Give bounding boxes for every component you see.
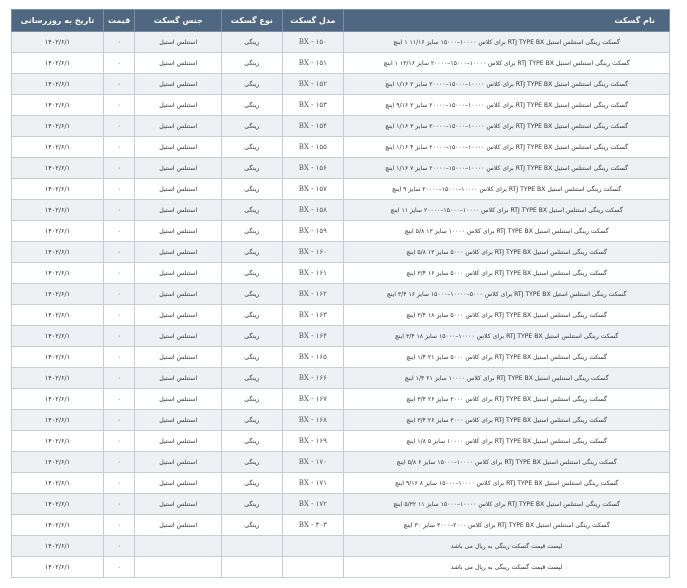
- table-row: [12, 74, 670, 95]
- table-row: [12, 515, 670, 536]
- cell-gasket-material: استنلس استیل: [135, 263, 222, 284]
- cell-gasket-material: استنلس استیل: [135, 158, 222, 179]
- cell-gasket-material: استنلس استیل: [135, 116, 222, 137]
- cell-gasket-name: گسکت رینگی استنلس استیل RTJ TYPE BX برای کلاس ۵۰۰۰ سایز ۲۱ ۱/۴ اینچ: [344, 347, 670, 368]
- cell-gasket-name: گسکت رینگی استنلس استیل RTJ TYPE BX برای کلاس ۵۰۰۰ سایز ۱۶ ۳/۴ اینچ: [344, 263, 670, 284]
- cell-gasket-name: گسکت رینگی استنلس استیل RTJ TYPE BX برای کلاس ۲۰۰۰–۳۰۰۰ سایز ۳۰ اینچ: [344, 515, 670, 536]
- cell-price: ۰: [103, 515, 134, 536]
- table-row: [12, 347, 670, 368]
- cell-gasket-type: رینگی: [222, 32, 282, 53]
- cell-update-date: ۱۴۰۲/۶/۱: [12, 116, 104, 137]
- cell-update-date: ۱۴۰۲/۶/۱: [12, 137, 104, 158]
- cell-update-date: ۱۴۰۲/۶/۱: [12, 431, 104, 452]
- cell-gasket-type: رینگی: [222, 515, 282, 536]
- cell-gasket-material: استنلس استیل: [135, 137, 222, 158]
- cell-price: ۰: [103, 536, 134, 557]
- cell-update-date: ۱۴۰۲/۶/۱: [12, 557, 104, 578]
- cell-gasket-type: رینگی: [222, 116, 282, 137]
- cell-gasket-name: گسکت رینگی استنلس استیل RTJ TYPE BX برای کلاس ۵۰۰۰–۱۰۰۰۰–۱۵۰۰۰ سایز ۱۶ ۳/۴ اینچ: [344, 284, 670, 305]
- cell-price: ۰: [103, 305, 134, 326]
- cell-gasket-material: استنلس استیل: [135, 32, 222, 53]
- cell-gasket-name: لیست قیمت گسکت رینگی به ریال می باشد: [344, 557, 670, 578]
- cell-gasket-material: استنلس استیل: [135, 452, 222, 473]
- cell-gasket-model: BX - ۱۵۳: [282, 95, 344, 116]
- cell-gasket-type: رینگی: [222, 284, 282, 305]
- cell-gasket-model: BX - ۱۶۷: [282, 389, 344, 410]
- cell-update-date: ۱۴۰۲/۶/۱: [12, 305, 104, 326]
- cell-price: ۰: [103, 347, 134, 368]
- cell-update-date: ۱۴۰۲/۶/۱: [12, 515, 104, 536]
- cell-gasket-model: [282, 536, 344, 557]
- cell-price: ۰: [103, 137, 134, 158]
- cell-update-date: ۱۴۰۲/۶/۱: [12, 158, 104, 179]
- cell-update-date: ۱۴۰۲/۶/۱: [12, 74, 104, 95]
- cell-gasket-name: گسکت رینگی استنلس استیل RTJ TYPE BX برای کلاس ۱۰۰۰۰–۱۵۰۰۰–۲۰۰۰۰ سایز ۲ ۱/۱۶ اینچ: [344, 74, 670, 95]
- table-row: [12, 326, 670, 347]
- cell-gasket-name: گسکت رینگی استنلس استیل RTJ TYPE BX برای کلاس ۱۰۰۰۰–۱۵۰۰۰–۲۰۰۰۰ سایز ۱۳/۱۶ ۱ اینچ: [344, 53, 670, 74]
- cell-gasket-model: BX - ۱۶۲: [282, 284, 344, 305]
- cell-gasket-material: استنلس استیل: [135, 410, 222, 431]
- table-header-row: [12, 10, 670, 32]
- table-row: [12, 389, 670, 410]
- cell-gasket-name: لیست قیمت گسکت رینگی به ریال می باشد: [344, 536, 670, 557]
- cell-gasket-model: BX - ۱۵۷: [282, 179, 344, 200]
- cell-gasket-type: رینگی: [222, 137, 282, 158]
- cell-gasket-model: [282, 557, 344, 578]
- cell-price: ۰: [103, 494, 134, 515]
- cell-update-date: ۱۴۰۲/۶/۱: [12, 95, 104, 116]
- cell-update-date: ۱۴۰۲/۶/۱: [12, 452, 104, 473]
- table-row: [12, 179, 670, 200]
- cell-gasket-model: BX - ۱۶۶: [282, 368, 344, 389]
- cell-gasket-name: گسکت رینگی استنلس استیل RTJ TYPE BX برای کلاس ۱۰۰۰۰ سایز ۵ ۱/۸ اینچ: [344, 431, 670, 452]
- table-row: [12, 263, 670, 284]
- table-row: [12, 305, 670, 326]
- cell-update-date: ۱۴۰۲/۶/۱: [12, 494, 104, 515]
- cell-gasket-name: گسکت رینگی استنلس استیل RTJ TYPE BX برای کلاس ۱۰۰۰۰–۱۵۰۰۰ سایز ۱۸ ۳/۴ اینچ: [344, 326, 670, 347]
- cell-gasket-material: استنلس استیل: [135, 305, 222, 326]
- cell-gasket-model: BX - ۱۵۵: [282, 137, 344, 158]
- cell-price: ۰: [103, 263, 134, 284]
- header-name[interactable]: نام گسکت: [344, 10, 670, 32]
- cell-gasket-material: استنلس استیل: [135, 95, 222, 116]
- cell-gasket-model: BX - ۱۵۴: [282, 116, 344, 137]
- cell-gasket-type: رینگی: [222, 95, 282, 116]
- cell-price: ۰: [103, 179, 134, 200]
- cell-gasket-type: رینگی: [222, 431, 282, 452]
- cell-price: ۰: [103, 158, 134, 179]
- cell-gasket-type: رینگی: [222, 452, 282, 473]
- cell-update-date: ۱۴۰۲/۶/۱: [12, 473, 104, 494]
- table-row: [12, 32, 670, 53]
- cell-gasket-model: BX - ۱۵۶: [282, 158, 344, 179]
- cell-gasket-material: استنلس استیل: [135, 494, 222, 515]
- cell-gasket-name: گسکت رینگی استنلس استیل RTJ TYPE BX برای کلاس ۱۰۰۰۰–۱۵۰۰۰ سایز ۶ ۵/۸ اینچ: [344, 452, 670, 473]
- table-row: [12, 452, 670, 473]
- cell-gasket-type: رینگی: [222, 347, 282, 368]
- cell-gasket-name: گسکت رینگی استنلس استیل RTJ TYPE BX برای کلاس ۱۰۰۰۰ سایز ۲۱ ۱/۴ اینچ: [344, 368, 670, 389]
- cell-gasket-model: BX - ۱۷۰: [282, 452, 344, 473]
- cell-gasket-model: BX - ۱۶۰: [282, 242, 344, 263]
- cell-price: ۰: [103, 242, 134, 263]
- cell-gasket-type: [222, 536, 282, 557]
- cell-gasket-material: استنلس استیل: [135, 431, 222, 452]
- cell-gasket-material: استنلس استیل: [135, 389, 222, 410]
- cell-gasket-material: استنلس استیل: [135, 347, 222, 368]
- cell-update-date: ۱۴۰۲/۶/۱: [12, 32, 104, 53]
- cell-price: ۰: [103, 284, 134, 305]
- table-row: [12, 368, 670, 389]
- cell-price: ۰: [103, 326, 134, 347]
- cell-gasket-name: گسکت رینگی استنلس استیل RTJ TYPE BX برای کلاس ۱۰۰۰۰–۱۵۰۰۰ سایز ۱۱ ۵/۳۲ اینچ: [344, 494, 670, 515]
- cell-price: ۰: [103, 53, 134, 74]
- table-row: [12, 494, 670, 515]
- cell-gasket-model: BX - ۱۵۱: [282, 53, 344, 74]
- cell-gasket-material: استنلس استیل: [135, 284, 222, 305]
- table-row: [12, 284, 670, 305]
- cell-gasket-material: استنلس استیل: [135, 515, 222, 536]
- table-body: [12, 32, 670, 578]
- cell-gasket-name: گسکت رینگی استنلس استیل RTJ TYPE BX برای کلاس ۱۰۰۰۰–۱۵۰۰۰–۲۰۰۰۰ سایز ۷ ۱/۱۶ اینچ: [344, 158, 670, 179]
- cell-gasket-material: استنلس استیل: [135, 473, 222, 494]
- cell-gasket-material: استنلس استیل: [135, 200, 222, 221]
- cell-gasket-model: BX - ۳۰۳: [282, 515, 344, 536]
- cell-gasket-model: BX - ۱۶۳: [282, 305, 344, 326]
- cell-update-date: ۱۴۰۲/۶/۱: [12, 389, 104, 410]
- cell-update-date: ۱۴۰۲/۶/۱: [12, 200, 104, 221]
- cell-price: ۰: [103, 95, 134, 116]
- cell-update-date: ۱۴۰۲/۶/۱: [12, 263, 104, 284]
- cell-gasket-type: رینگی: [222, 200, 282, 221]
- cell-gasket-material: استنلس استیل: [135, 242, 222, 263]
- cell-update-date: ۱۴۰۲/۶/۱: [12, 284, 104, 305]
- cell-gasket-model: BX - ۱۷۲: [282, 494, 344, 515]
- cell-update-date: ۱۴۰۲/۶/۱: [12, 221, 104, 242]
- cell-gasket-model: BX - ۱۶۱: [282, 263, 344, 284]
- cell-gasket-name: گسکت رینگی استنلس استیل RTJ TYPE BX برای کلاس ۱۰۰۰۰–۱۵۰۰۰–۲۰۰۰۰ سایز ۳ ۱/۱۶ اینچ: [344, 116, 670, 137]
- cell-gasket-type: رینگی: [222, 368, 282, 389]
- cell-gasket-name: گسکت رینگی استنلس استیل RTJ TYPE BX برای کلاس ۵۰۰۰ سایز ۱۳ ۵/۸ اینچ: [344, 242, 670, 263]
- table-row: [12, 221, 670, 242]
- cell-gasket-name: گسکت رینگی استنلس استیل RTJ TYPE BX برای کلاس ۵۰۰۰ سایز ۱۸ ۳/۴ اینچ: [344, 305, 670, 326]
- cell-price: ۰: [103, 452, 134, 473]
- cell-gasket-model: BX - ۱۷۱: [282, 473, 344, 494]
- cell-gasket-model: BX - ۱۵۲: [282, 74, 344, 95]
- cell-gasket-type: رینگی: [222, 389, 282, 410]
- cell-gasket-type: رینگی: [222, 158, 282, 179]
- cell-update-date: ۱۴۰۲/۶/۱: [12, 179, 104, 200]
- cell-gasket-material: استنلس استیل: [135, 74, 222, 95]
- cell-gasket-type: رینگی: [222, 179, 282, 200]
- table-row: [12, 53, 670, 74]
- table-row: [12, 536, 670, 557]
- cell-update-date: ۱۴۰۲/۶/۱: [12, 326, 104, 347]
- cell-gasket-model: BX - ۱۶۵: [282, 347, 344, 368]
- gasket-price-table: [11, 9, 670, 578]
- cell-gasket-model: BX - ۱۶۴: [282, 326, 344, 347]
- table-row: [12, 95, 670, 116]
- cell-gasket-type: رینگی: [222, 305, 282, 326]
- cell-gasket-material: استنلس استیل: [135, 326, 222, 347]
- price-table-container: [11, 9, 670, 578]
- cell-gasket-material: [135, 536, 222, 557]
- table-row: [12, 200, 670, 221]
- header-date[interactable]: تاریخ به روزرسانی: [12, 10, 104, 32]
- cell-gasket-model: BX - ۱۵۹: [282, 221, 344, 242]
- cell-gasket-material: استنلس استیل: [135, 221, 222, 242]
- cell-gasket-type: رینگی: [222, 242, 282, 263]
- header-model[interactable]: مدل گسکت: [282, 10, 344, 32]
- cell-price: ۰: [103, 557, 134, 578]
- cell-gasket-model: BX - ۱۵۸: [282, 200, 344, 221]
- cell-gasket-name: گسکت رینگی استنلس استیل RTJ TYPE BX برای کلاس ۱۰۰۰۰–۱۵۰۰۰–۲۰۰۰۰ سایز ۴ ۱/۱۶ اینچ: [344, 137, 670, 158]
- cell-gasket-name: گسکت رینگی استنلس استیل RTJ TYPE BX برای کلاس ۱۰۰۰۰–۱۵۰۰۰–۲۰۰۰۰ سایز ۱۱ اینچ: [344, 200, 670, 221]
- table-row: [12, 137, 670, 158]
- cell-price: ۰: [103, 410, 134, 431]
- cell-gasket-name: گسکت رینگی استنلس استیل RTJ TYPE BX برای کلاس ۳۰۰۰ سایز ۲۶ ۳/۴ اینچ: [344, 410, 670, 431]
- cell-gasket-material: استنلس استیل: [135, 179, 222, 200]
- table-row: [12, 242, 670, 263]
- table-row: [12, 158, 670, 179]
- cell-update-date: ۱۴۰۲/۶/۱: [12, 368, 104, 389]
- table-row: [12, 116, 670, 137]
- cell-gasket-type: رینگی: [222, 263, 282, 284]
- cell-price: ۰: [103, 74, 134, 95]
- cell-update-date: ۱۴۰۲/۶/۱: [12, 347, 104, 368]
- cell-gasket-name: گسکت رینگی استنلس استیل RTJ TYPE BX برای کلاس ۱۰۰۰۰ سایز ۱۳ ۵/۸ اینچ: [344, 221, 670, 242]
- header-price[interactable]: قیمت: [103, 10, 134, 32]
- cell-price: ۰: [103, 389, 134, 410]
- cell-gasket-type: رینگی: [222, 494, 282, 515]
- cell-gasket-model: BX - ۱۵۰: [282, 32, 344, 53]
- cell-gasket-type: رینگی: [222, 74, 282, 95]
- cell-gasket-name: گسکت رینگی استنلس استیل RTJ TYPE BX برای کلاس ۲۰۰۰ سایز ۲۶ ۳/۴ اینچ: [344, 389, 670, 410]
- cell-gasket-type: رینگی: [222, 326, 282, 347]
- cell-price: ۰: [103, 368, 134, 389]
- cell-price: ۰: [103, 200, 134, 221]
- cell-update-date: ۱۴۰۲/۶/۱: [12, 536, 104, 557]
- cell-gasket-material: استنلس استیل: [135, 53, 222, 74]
- cell-gasket-name: گسکت رینگی استنلس استیل RTJ TYPE BX برای کلاس ۱۰۰۰۰–۱۵۰۰۰–۲۰۰۰۰ سایز ۹ اینچ: [344, 179, 670, 200]
- cell-gasket-name: گسکت رینگی استنلس استیل RTJ TYPE BX برای کلاس ۱۰۰۰۰–۱۵۰۰۰ سایز ۱۱/۱۶ ۱ اینچ: [344, 32, 670, 53]
- table-row: [12, 473, 670, 494]
- cell-update-date: ۱۴۰۲/۶/۱: [12, 53, 104, 74]
- table-row: [12, 431, 670, 452]
- cell-gasket-material: استنلس استیل: [135, 368, 222, 389]
- cell-gasket-type: رینگی: [222, 410, 282, 431]
- cell-price: ۰: [103, 431, 134, 452]
- cell-gasket-model: BX - ۱۶۹: [282, 431, 344, 452]
- cell-price: ۰: [103, 32, 134, 53]
- cell-gasket-type: رینگی: [222, 473, 282, 494]
- cell-update-date: ۱۴۰۲/۶/۱: [12, 242, 104, 263]
- cell-gasket-model: BX - ۱۶۸: [282, 410, 344, 431]
- cell-gasket-type: رینگی: [222, 221, 282, 242]
- cell-gasket-type: رینگی: [222, 53, 282, 74]
- cell-price: ۰: [103, 473, 134, 494]
- table-row: [12, 557, 670, 578]
- cell-gasket-type: [222, 557, 282, 578]
- header-material[interactable]: جنس گسکت: [135, 10, 222, 32]
- cell-update-date: ۱۴۰۲/۶/۱: [12, 410, 104, 431]
- cell-gasket-name: گسکت رینگی استنلس استیل RTJ TYPE BX برای کلاس ۱۰۰۰۰–۱۵۰۰۰ سایز ۸ ۹/۱۶ اینچ: [344, 473, 670, 494]
- cell-gasket-material: [135, 557, 222, 578]
- cell-gasket-name: گسکت رینگی استنلس استیل RTJ TYPE BX برای کلاس ۱۰۰۰۰–۱۵۰۰۰–۲۰۰۰۰ سایز ۲ ۹/۱۶ اینچ: [344, 95, 670, 116]
- cell-price: ۰: [103, 221, 134, 242]
- cell-price: ۰: [103, 116, 134, 137]
- header-type[interactable]: نوع گسکت: [222, 10, 282, 32]
- table-row: [12, 410, 670, 431]
